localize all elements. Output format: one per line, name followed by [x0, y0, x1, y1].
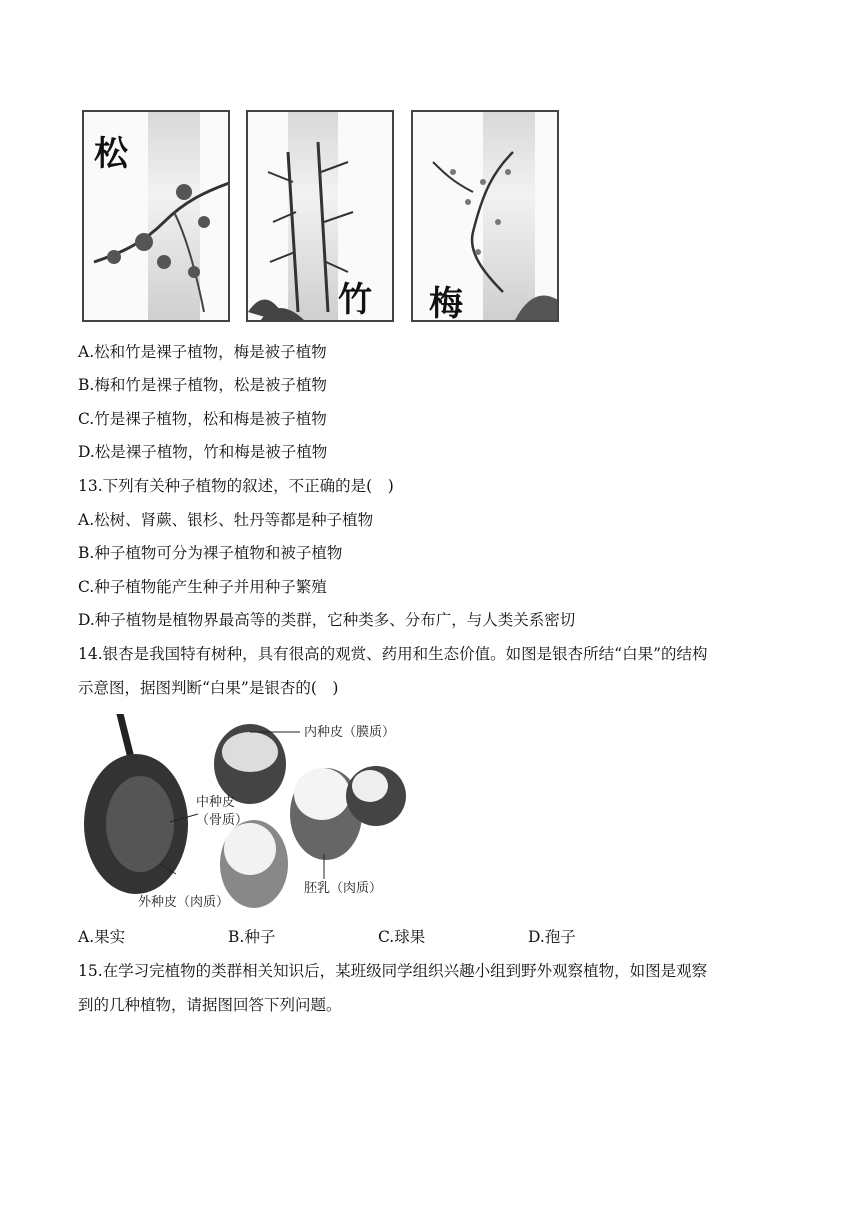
endosperm-label: 胚乳（肉质）: [304, 881, 383, 896]
ginkgo-stem: [120, 714, 130, 754]
bamboo-painting: [246, 110, 394, 322]
plum-character: 梅: [429, 284, 463, 322]
middle-seed-coat-sub-label: （骨质）: [196, 813, 249, 828]
bamboo-drawing: [248, 112, 394, 322]
inner-seed-coat-label: 内种皮（膜质）: [304, 725, 396, 740]
pine-character: 松: [94, 134, 128, 174]
q14-option-c: C.球果: [378, 928, 426, 946]
middle-seed-coat-label: 中种皮: [196, 795, 236, 810]
q13-option-c: C.种子植物能产生种子并用种子繁殖: [78, 578, 327, 596]
q12-option-b: B.梅和竹是裸子植物，松是被子植物: [78, 376, 327, 394]
q12-option-d: D.松是裸子植物，竹和梅是被子植物: [78, 443, 328, 461]
q13-option-d: D.种子植物是植物界最高等的类群，它种类多、分布广，与人类关系密切: [78, 611, 576, 629]
q15-stem-line1: 15.在学习完植物的类群相关知识后，某班级同学组织兴趣小组到野外观察植物，如图是观察: [78, 962, 708, 980]
ginkgo-seed-figure: [78, 714, 418, 914]
plum-painting: [411, 110, 559, 322]
q14-stem-line1: 14.银杏是我国特有树种，具有很高的观赏、药用和生态价值。如图是银杏所结“白果”的结构: [78, 645, 708, 663]
q14-stem-line2: 示意图，据图判断“白果”是银杏的( ): [78, 679, 339, 697]
q14-option-a: A.果实: [78, 928, 126, 946]
q13-option-a: A.松树、肾蕨、银杉、牡丹等都是种子植物: [78, 511, 374, 529]
q14-option-d: D.孢子: [528, 928, 576, 946]
q12-option-c: C.竹是裸子植物，松和梅是被子植物: [78, 410, 327, 428]
q13-stem: 13.下列有关种子植物的叙述，不正确的是( ): [78, 477, 394, 495]
pine-painting: [82, 110, 230, 322]
q15-stem-line2: 到的几种植物，请据图回答下列问题。: [78, 996, 342, 1014]
q12-option-a: A.松和竹是裸子植物，梅是被子植物: [78, 343, 327, 361]
bamboo-character: 竹: [338, 280, 372, 320]
q13-option-b: B.种子植物可分为裸子植物和被子植物: [78, 544, 343, 562]
outer-seed-coat-label: 外种皮（肉质）: [138, 895, 230, 910]
q14-option-b: B.种子: [228, 928, 276, 946]
